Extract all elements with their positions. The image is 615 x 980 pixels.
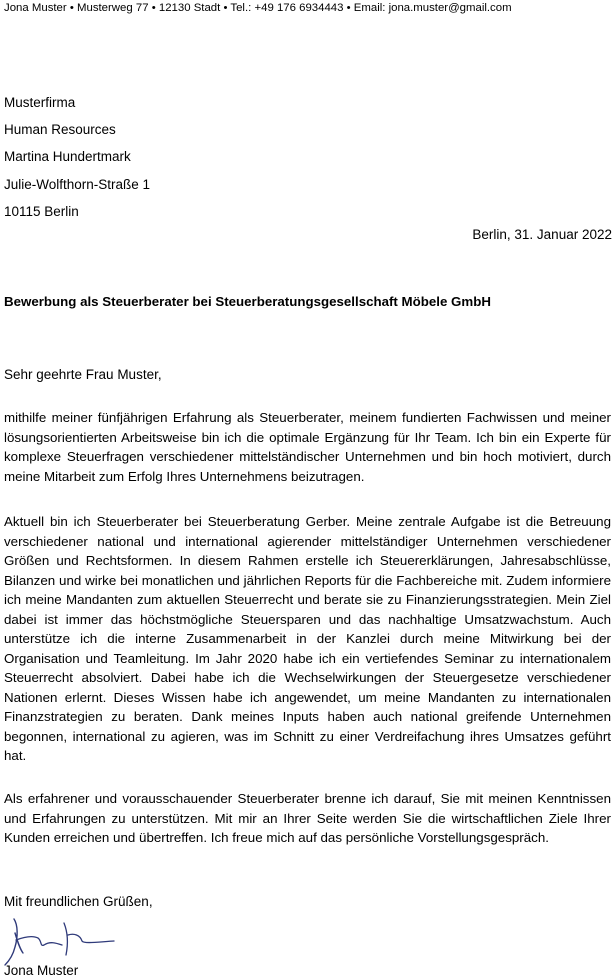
recipient-department: Human Resources xyxy=(4,122,116,138)
body-paragraph-3: Als erfahrener und vorausschauender Steuerberater brenne ich darauf, Sie mit meinen Kenntnissen und Erfahrungen zu unterstützen. Mit mir an Ihrer Seite werden Sie die wirtschaftlichen Ziele Ihrer Kunden erreichen und übertreffen. Ich freue mich auf das persönliche Vorstellungsgespräch. xyxy=(4,791,611,845)
signature-stroke-2 xyxy=(16,937,62,946)
salutation: Sehr geehrte Frau Muster, xyxy=(4,367,162,382)
recipient-city: 10115 Berlin xyxy=(4,203,79,219)
recipient-name: Martina Hundertmark xyxy=(4,149,131,165)
recipient-address xyxy=(4,89,150,225)
signature-stroke-1 xyxy=(5,919,23,965)
body-paragraph-2: Aktuell bin ich Steuerberater bei Steuerberatung Gerber. Meine zentrale Aufgabe ist die Betreuung verschiedener national und international agierender mittelständiger Unternehmen verschiedener Größen und Rechtsformen. In diesem Rahmen erstelle ich Steuererklärungen, Jahresabschlüsse, Bilanzen und wirke bei monatlichen und jährlichen Reports für die Fachbereiche mit. Zudem informiere ich meine Mandanten zum aktuellen Steuerrecht und berate sie zu Finanzierungsstrategien. Mein Ziel dabei ist immer das höchstmögliche Steuersparen und das nachhaltige Umsatzwachstum. Auch unterstütze ich die interne Zusammenarbeit in der Kanzlei durch meine Mitwirkung bei der Organisation und Teamleitung. Im Jahr 2020 habe ich ein vertiefendes Seminar zu internationalem Steuerrecht absolviert. Dabei habe ich die Wechselwirkungen der Steuergesetze verschiedener Nationen erlernt. Dieses Wissen habe ich angewendet, um meine Mandanten zu internationalen Finanzstrategien zu beraten. Dank meines Inputs haben auch national greifende Unternehmen begonnen, international zu agieren, was im Schnitt zu einer Verdreifachung ihres Umsatzes geführt hat. xyxy=(4,514,611,763)
body-paragraph-1: mithilfe meiner fünfjährigen Erfahrung als Steuerberater, meinem fundierten Fachwissen und meiner lösungsorientierten Arbeitsweise bin ich die optimale Ergänzung für Ihr Team. Ich bin ein Experte für komplexe Steuerfragen verschiedener mittelständischer Unternehmen und bin hoch motiviert, durch meine Mitarbeit zum Erfolg Ihres Unternehmens beizutragen. xyxy=(4,410,611,484)
recipient-street: Julie-Wolfthorn-Straße 1 xyxy=(4,176,151,192)
recipient-company: Musterfirma xyxy=(4,95,76,110)
signer-name: Jona Muster xyxy=(4,963,79,978)
closing-phrase: Mit freundlichen Grüßen, xyxy=(4,894,153,909)
sender-contact-line: Jona Muster • Musterweg 77 • 12130 Stadt • Tel.: +49 176 6934443 • Email: jona.muster@gmail.com xyxy=(4,2,512,14)
handwritten-signature xyxy=(2,913,117,968)
signature-stroke-3 xyxy=(64,923,114,955)
letter-subject: Bewerbung als Steuerberater bei Steuerberatungsgesellschaft Möbele GmbH xyxy=(4,294,491,309)
letter-date: Berlin, 31. Januar 2022 xyxy=(472,227,612,242)
